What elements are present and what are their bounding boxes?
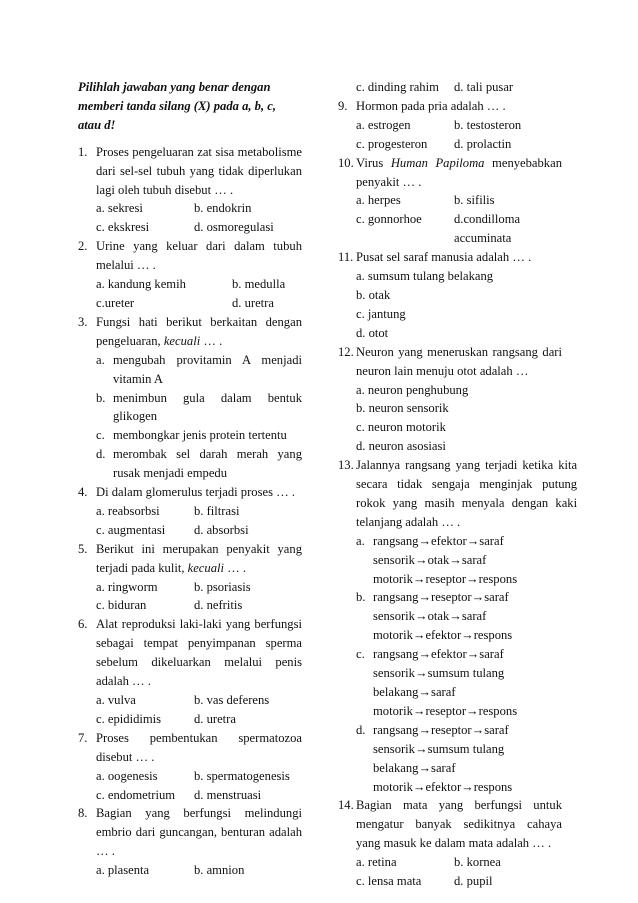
option-d[interactable]: d. nefritis <box>194 598 243 613</box>
option-b[interactable]: b. testosteron <box>454 117 522 132</box>
question-6 <box>78 615 302 728</box>
question-9 <box>338 97 562 154</box>
option-b[interactable]: b. spermatogenesis <box>194 768 290 783</box>
question-number: 1. <box>78 144 88 159</box>
question-number: 3. <box>78 314 88 329</box>
option-b[interactable]: b. medulla <box>232 277 286 292</box>
option-b[interactable]: b. otak <box>356 287 391 302</box>
option-d[interactable]: d.condilloma accuminata <box>454 212 521 246</box>
question-7 <box>78 729 302 805</box>
question-2 <box>78 237 302 313</box>
question-text: Bagian mata yang berfungsi untuk mengatur banyak sedikitnya cahaya yang masuk ke dalam mata adalah … . <box>356 798 562 851</box>
question-5 <box>78 540 302 616</box>
option-a[interactable]: a. ringworm <box>96 579 158 594</box>
question-number: 10. <box>338 155 354 170</box>
question-text: Jalannya rangsang yang terjadi ketika kita secara tidak sengaja menginjak putung rokok yang masih menyala dengan kaki telanjang adalah … . <box>356 458 578 529</box>
option-c[interactable]: c. augmentasi <box>96 522 166 537</box>
option-d[interactable]: d. uretra <box>194 711 236 726</box>
option-a[interactable]: a. rangsang→efektor→saraf sensorik→otak→saraf motorik→reseptor→respons <box>356 533 518 586</box>
option-c[interactable]: c. endometrium <box>96 787 176 802</box>
option-a[interactable]: a. kandung kemih <box>96 277 186 292</box>
question-text: Berikut ini merupakan penyakit yang terjadi pada kulit, kecuali … . <box>96 541 302 575</box>
option-c[interactable]: c. neuron motorik <box>356 420 446 435</box>
option-c[interactable]: c. rangsang→efektor→saraf sensorik→sumsum tulang belakang→saraf motorik→reseptor→respons <box>356 647 518 718</box>
option-c[interactable]: c. dinding rahim <box>356 80 439 94</box>
question-text: Proses pengeluaran zat sisa metabolisme dari sel-sel tubuh yang tidak diperlukan lagi oleh tubuh disebut … . <box>96 144 302 197</box>
question-text: Virus Human Papiloma menyebabkan penyakit … . <box>356 155 562 189</box>
question-number: 7. <box>78 730 88 745</box>
option-b[interactable]: b. amnion <box>194 863 245 878</box>
instructions: Pilihlah jawaban yang benar dengan memberi tanda silang (X) pada a, b, c, atau d! <box>78 80 277 132</box>
option-d[interactable]: d. tali pusar <box>454 80 514 94</box>
question-number: 6. <box>78 617 88 632</box>
option-a[interactable]: a. reabsorbsi <box>96 503 160 518</box>
option-c[interactable]: c. gonnorhoe <box>356 212 422 227</box>
option-c[interactable]: c.ureter <box>96 295 135 310</box>
option-d[interactable]: d. menstruasi <box>194 787 262 802</box>
option-c[interactable]: c. membongkar jenis protein tertentu <box>96 428 287 443</box>
option-b[interactable]: b. sifilis <box>454 193 495 208</box>
virus-name: Human Papiloma <box>390 155 485 170</box>
option-a[interactable]: a. sumsum tulang belakang <box>356 269 494 284</box>
option-b[interactable]: b. menimbun gula dalam bentuk glikogen <box>96 390 302 424</box>
option-d[interactable]: d. neuron asosiasi <box>356 439 446 454</box>
option-c[interactable]: c. biduran <box>96 598 147 613</box>
option-c[interactable]: c. jantung <box>356 306 406 321</box>
left-column <box>78 78 302 880</box>
option-d[interactable]: d. absorbsi <box>194 522 249 537</box>
option-d[interactable]: d. rangsang→reseptor→saraf sensorik→sumsum tulang belakang→saraf motorik→efektor→respons <box>356 722 513 794</box>
option-a[interactable]: a. mengubah provitamin A menjadi vitamin A <box>96 352 302 386</box>
option-c[interactable]: c. epididimis <box>96 711 162 726</box>
question-11 <box>338 248 562 343</box>
question-number: 8. <box>78 806 88 821</box>
question-13 <box>338 456 578 796</box>
question-number: 4. <box>78 485 88 500</box>
option-d[interactable]: d. uretra <box>232 295 274 310</box>
emphasis-kecuali: kecuali <box>187 560 224 575</box>
question-number: 13. <box>338 458 354 473</box>
right-column <box>338 78 578 891</box>
option-b[interactable]: b. endokrin <box>194 201 252 216</box>
question-text: Pusat sel saraf manusia adalah … . <box>356 250 532 265</box>
question-12 <box>338 343 562 456</box>
option-b[interactable]: b. vas deferens <box>194 693 270 707</box>
question-number: 9. <box>338 98 348 113</box>
option-c[interactable]: c. lensa mata <box>356 874 422 889</box>
question-4 <box>78 483 302 540</box>
question-text: Proses pembentukan spermatozoa disebut … . <box>96 730 302 764</box>
option-a[interactable]: a. neuron penghubung <box>356 382 469 397</box>
question-number: 14. <box>338 798 354 813</box>
question-text: Hormon pada pria adalah … . <box>356 98 506 113</box>
option-a[interactable]: a. herpes <box>356 193 401 208</box>
question-1 <box>78 143 302 238</box>
emphasis-kecuali: kecuali <box>163 333 201 348</box>
question-number: 2. <box>78 239 88 254</box>
question-text: Urine yang keluar dari dalam tubuh melalui … . <box>96 239 302 273</box>
question-text: Di dalam glomerulus terjadi proses … . <box>96 485 296 500</box>
question-3 <box>78 313 302 483</box>
question-10 <box>338 154 562 249</box>
option-a[interactable]: a. retina <box>356 855 397 870</box>
option-d[interactable]: d. merombak sel darah merah yang rusak menjadi empedu <box>96 447 302 481</box>
question-text: Neuron yang meneruskan rangsang dari neuron lain menuju otot adalah … <box>356 344 562 378</box>
question-number: 5. <box>78 541 88 556</box>
option-b[interactable]: b. neuron sensorik <box>356 401 449 416</box>
question-14 <box>338 796 562 891</box>
option-b[interactable]: b. psoriasis <box>194 579 251 594</box>
option-b[interactable]: b. kornea <box>454 855 501 870</box>
option-a[interactable]: a. oogenesis <box>96 768 158 783</box>
option-d[interactable]: d. osmoregulasi <box>194 220 274 235</box>
question-text: Bagian yang berfungsi melindungi embrio dari guncangan, benturan adalah … . <box>96 806 302 859</box>
option-a[interactable]: a. sekresi <box>96 201 143 216</box>
option-a[interactable]: a. plasenta <box>96 863 150 878</box>
option-b[interactable]: b. rangsang→reseptor→saraf sensorik→otak→saraf motorik→efektor→respons <box>356 590 513 643</box>
question-number: 11. <box>338 250 354 265</box>
option-c[interactable]: c. progesteron <box>356 136 428 151</box>
question-number: 12. <box>338 344 354 359</box>
option-c[interactable]: c. ekskresi <box>96 220 150 235</box>
option-d[interactable]: d. prolactin <box>454 136 512 151</box>
option-b[interactable]: b. filtrasi <box>194 503 240 518</box>
question-8-continued <box>338 78 562 97</box>
option-d[interactable]: d. otot <box>356 325 389 340</box>
question-text: Fungsi hati berikut berkaitan dengan pengeluaran, kecuali … . <box>96 314 302 348</box>
option-d[interactable]: d. pupil <box>454 874 493 889</box>
question-text: Alat reproduksi laki-laki yang berfungsi sebagai tempat penyimpanan sperma sebelum dikeluarkan melalui penis adalah … . <box>96 617 302 689</box>
option-a[interactable]: a. estrogen <box>356 117 411 132</box>
question-8 <box>78 804 302 880</box>
option-a[interactable]: a. vulva <box>96 693 136 707</box>
